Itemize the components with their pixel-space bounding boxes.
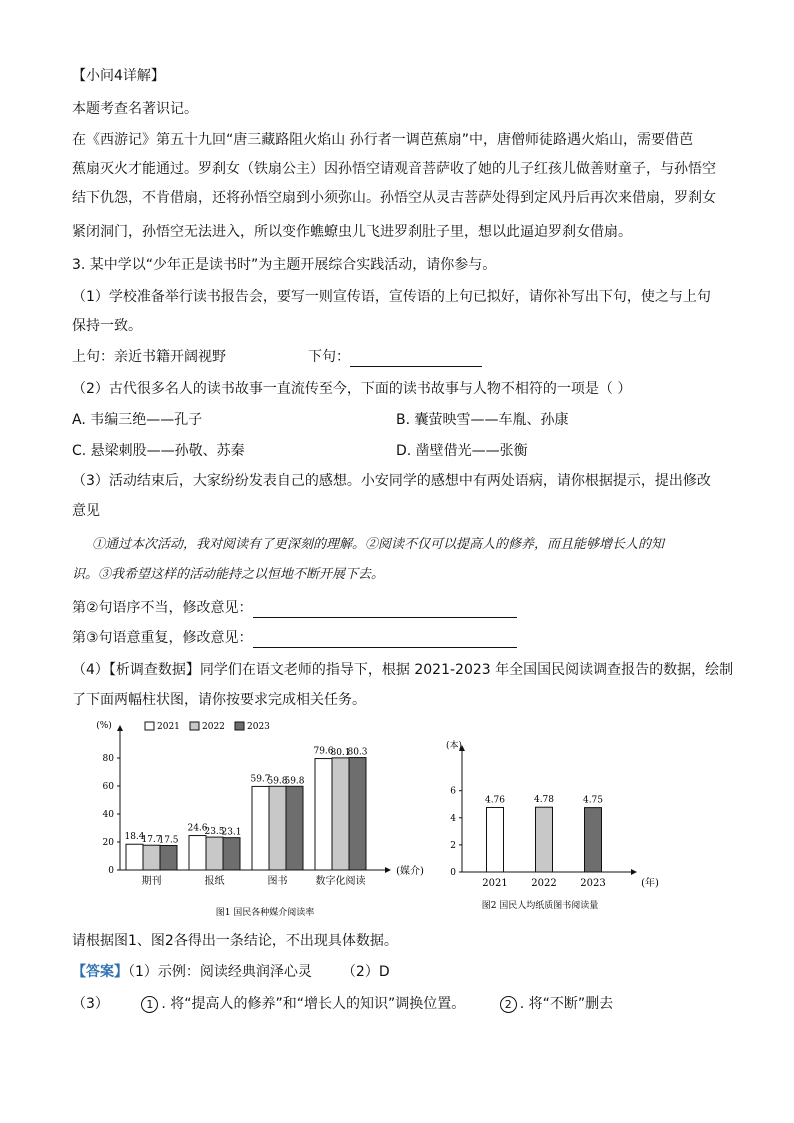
chart-title: 图1 国民各种媒介阅读率	[215, 908, 315, 918]
fix-3-row	[72, 628, 517, 648]
answer-3-row	[72, 994, 613, 1014]
y-tick-label: 40	[102, 810, 114, 820]
y-axis-label: (本)	[445, 741, 463, 751]
fix-2-row	[72, 598, 517, 618]
y-tick-label: 20	[102, 838, 114, 848]
answer-3-number: 1	[141, 996, 158, 1013]
x-axis-label: (媒介)	[396, 866, 424, 877]
question-3-4-line: （4）【析调查数据】同学们在语文老师的指导下，根据 2021-2023 年全国国民阅读调查报告的数据，绘制	[72, 662, 734, 678]
x-tick-label: 2022	[531, 878, 557, 889]
bar	[585, 808, 602, 872]
legend-label: 2022	[202, 722, 225, 732]
x-tick-label: 报纸	[204, 876, 225, 887]
y-tick-label: 80	[102, 754, 114, 764]
x-tick-label: 数字化阅读	[315, 876, 366, 887]
upper-line-label: 上句：亲近书籍开阔视野	[72, 349, 226, 365]
bar-value-label: 17.5	[158, 835, 179, 846]
question-3-3-line: （3）活动结束后，大家纷纷发表自己的感想。小安同学的感想中有两处语病，请你根据提示，提出修改	[72, 473, 711, 489]
question-3-4-line: 了下面两幅柱状图，请你按要求完成相关任务。	[72, 692, 366, 708]
bar-value-label: 80.3	[347, 747, 368, 758]
bar-value-label: 18.4	[124, 832, 145, 843]
bar-value-label: 4.76	[484, 795, 506, 806]
bar-value-label: 4.78	[533, 795, 555, 806]
question-3-title: 3. 某中学以“少年正是读书时”为主题开展综合实践活动，请你参与。	[72, 257, 497, 273]
option-a: A. 韦编三绝——孔子	[72, 412, 203, 428]
question-3-1-line: 保持一致。	[72, 318, 142, 334]
bar-value-label: 4.75	[582, 795, 604, 806]
fix-2-blank[interactable]	[253, 602, 517, 618]
bar-value-label: 23.5	[204, 827, 225, 838]
x-axis-arrow	[385, 867, 391, 873]
answer-label: 【答案】	[72, 964, 128, 980]
intro-line: 本题考查名著识记。	[72, 101, 198, 117]
x-tick-label: 期刊	[141, 876, 162, 887]
legend-label: 2021	[157, 722, 180, 732]
lower-line-label: 下句：	[308, 349, 350, 365]
answer-3-text: . 将“提高人的修养”和“增长人的知识”调换位置。	[161, 996, 466, 1012]
answer-3-prefix: （3）	[72, 996, 109, 1012]
bar-value-label: 59.7	[250, 774, 271, 785]
bar	[160, 846, 177, 871]
question-3-1-line: （1）学校准备举行读书报告会，要写一则宣传语，宣传语的上句已拟好，请你补写出下句，使之与上句	[72, 289, 711, 305]
y-tick-label: 2	[450, 840, 456, 851]
y-tick-label: 6	[450, 786, 456, 797]
option-c: C. 悬梁刺股——孙敬、苏秦	[72, 443, 245, 459]
legend-swatch	[235, 722, 244, 730]
explanation-line: 紧闭洞门，孙悟空无法进入，所以变作蟭蟟虫儿飞进罗刹肚子里，想以此逼迫罗刹女借扇。	[72, 224, 632, 240]
legend-swatch	[190, 722, 199, 730]
y-tick-label: 0	[108, 866, 114, 876]
answer-row	[72, 962, 390, 982]
media-reading-rate-chart	[90, 718, 450, 923]
question-3-2: （2）古代很多名人的读书故事一直流传至今，下面的读书故事与人物不相符的一项是（ ）	[72, 381, 632, 397]
bar	[223, 838, 240, 870]
y-tick-label: 4	[450, 813, 456, 824]
bar	[206, 837, 223, 870]
bar	[349, 758, 366, 870]
bar	[269, 786, 286, 870]
y-tick-label: 0	[450, 868, 456, 878]
chart-title: 图2 国民人均纸质图书阅读量	[481, 901, 599, 911]
bar	[286, 786, 303, 870]
explanation-line: 蕉扇灭火才能通过。罗刹女（铁扇公主）因孙悟空请观音菩萨收了她的儿子红孩儿做善财童子，与孙悟空	[72, 161, 716, 177]
answer-3-number: 2	[500, 996, 517, 1013]
y-axis-arrow	[117, 725, 123, 731]
option-d: D. 凿壁借光——张衡	[396, 443, 528, 459]
y-tick-label: 60	[102, 782, 114, 792]
option-b: B. 囊萤映雪——车胤、孙康	[396, 412, 569, 428]
fix-2-label: 第②句语序不当，修改意见：	[72, 600, 253, 616]
student-reflection-line: 识。③我希望这样的活动能持之以恒地不断开展下去。	[72, 567, 385, 582]
x-tick-label: 2021	[482, 878, 508, 889]
paper-book-reading-chart	[440, 736, 670, 918]
lower-line-blank[interactable]	[350, 351, 482, 367]
bar	[252, 786, 269, 870]
chart-task: 请根据图1、图2各得出一条结论，不出现具体数据。	[72, 933, 398, 949]
answer-3-text: . 将“不断”删去	[519, 996, 614, 1012]
answer-1: （1）示例：阅读经典润泽心灵	[128, 964, 312, 980]
bar-value-label: 24.6	[187, 823, 208, 834]
x-tick-label: 图书	[267, 876, 288, 887]
student-reflection-line: ①通过本次活动，我对阅读有了更深刻的理解。②阅读不仅可以提高人的修养，而且能够增长人的知	[92, 537, 665, 552]
bar	[143, 845, 160, 870]
lower-line-row	[308, 347, 482, 367]
bar-value-label: 59.8	[284, 776, 305, 787]
x-axis-label: (年)	[641, 878, 659, 889]
legend-label: 2023	[247, 722, 270, 732]
bar	[487, 807, 504, 872]
x-tick-label: 2023	[580, 878, 606, 889]
bar-value-label: 17.7	[141, 835, 162, 846]
bar-value-label: 79.6	[313, 746, 334, 757]
x-axis-arrow	[631, 869, 637, 875]
explanation-line: 结下仇怨，不肯借扇，还将孙悟空扇到小须弥山。孙悟空从灵吉菩萨处得到定风丹后再次来借扇，罗刹女	[72, 190, 716, 206]
bar	[332, 758, 349, 870]
bar	[536, 807, 553, 872]
legend-swatch	[145, 722, 154, 730]
fix-3-label: 第③句语意重复，修改意见：	[72, 630, 253, 646]
question-3-3-line: 意见	[72, 503, 100, 519]
bar	[126, 844, 143, 870]
bar-value-label: 23.1	[221, 827, 242, 838]
answer-2: （2）D	[341, 964, 390, 980]
bar	[315, 759, 332, 870]
section-title: 【小问4详解】	[72, 68, 165, 84]
bar-value-label: 59.8	[267, 776, 288, 787]
y-axis-label: (%)	[96, 721, 112, 731]
fix-3-blank[interactable]	[253, 632, 517, 648]
bar-value-label: 80.1	[330, 747, 351, 758]
explanation-line: 在《西游记》第五十九回“唐三藏路阻火焰山 孙行者一调芭蕉扇”中，唐僧师徒路遇火焰山，需要借芭	[72, 132, 693, 148]
bar	[189, 836, 206, 870]
